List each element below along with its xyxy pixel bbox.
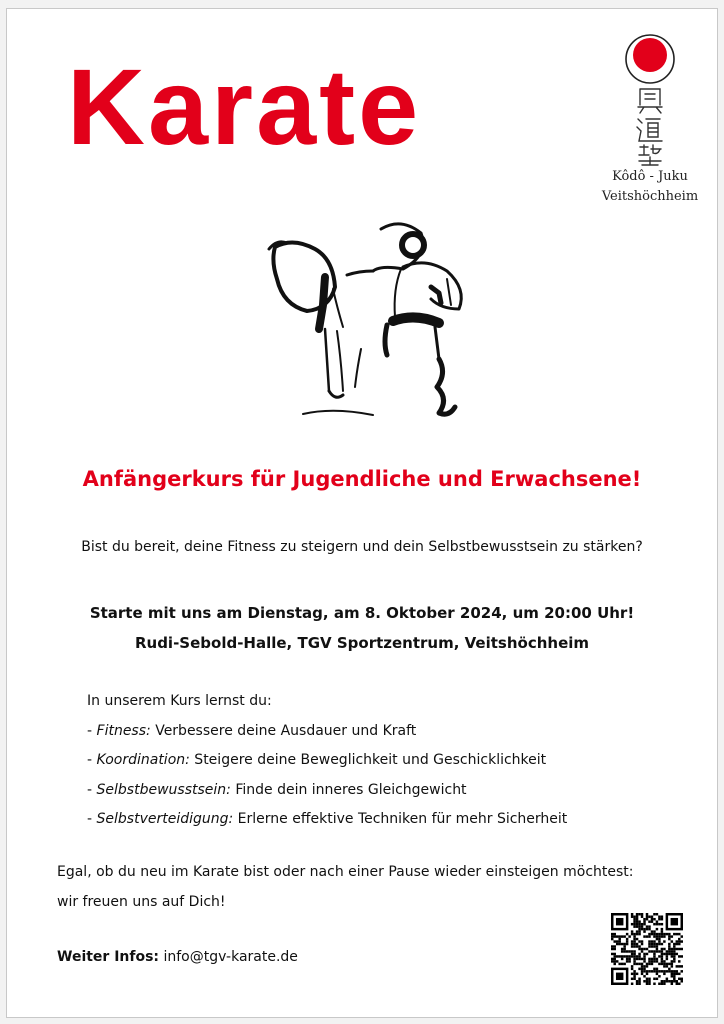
contact-info — [57, 949, 298, 965]
karate-kick-illustration — [263, 209, 483, 424]
list-item: - Selbstverteidigung: Erlerne effektive Techniken für mehr Sicherheit — [87, 811, 568, 827]
list-item-term: Selbstverteidigung: — [96, 811, 234, 827]
course-heading: In unserem Kurs lernst du: — [87, 693, 272, 709]
course-benefits — [87, 687, 567, 835]
intro-text: Bist du bereit, deine Fitness zu steigern und dein Selbstbewusstsein zu stärken? — [81, 539, 643, 555]
course-headline: Anfängerkurs für Jugendliche und Erwachsene! — [82, 467, 642, 491]
poster-page — [6, 8, 718, 1018]
closing-text — [57, 857, 634, 917]
logo-town: Veitshöchheim — [601, 189, 699, 204]
logo-name: Kôdô - Juku — [612, 169, 688, 184]
list-item-term: Koordination: — [96, 752, 190, 768]
list-item: - Koordination: Steigere deine Beweglichkeit und Geschicklichkeit — [87, 752, 547, 768]
list-item-term: Fitness: — [96, 722, 151, 739]
poster-title: Karate — [67, 46, 422, 167]
list-item: - Fitness: Verbessere deine Ausdauer und Kraft — [87, 722, 417, 739]
date-line: Starte mit uns am Dienstag, am 8. Oktober 2024, um 20:00 Uhr! — [89, 604, 635, 622]
list-item-term: Selbstbewusstsein: — [96, 781, 231, 798]
location-line: Rudi-Sebold-Halle, TGV Sportzentrum, Veitshöchheim — [134, 634, 590, 652]
list-item: - Selbstbewusstsein: Finde dein inneres Gleichgewicht — [87, 781, 467, 798]
calligraphy-icon — [630, 85, 670, 167]
qr-code-icon[interactable] — [611, 913, 683, 985]
contact-email[interactable]: info@tgv-karate.de — [163, 949, 298, 965]
list-item-text: Steigere deine Beweglichkeit und Geschicklichkeit — [189, 752, 547, 768]
closing-line-2: wir freuen uns auf Dich! — [57, 894, 226, 910]
closing-line-1: Egal, ob du neu im Karate bist oder nach einer Pause wieder einsteigen möchtest: — [57, 864, 634, 880]
list-item-text: Verbessere deine Ausdauer und Kraft — [150, 722, 417, 739]
dojo-logo — [595, 33, 705, 207]
hinomaru-circle-icon — [624, 33, 676, 85]
contact-label: Weiter Infos: — [57, 949, 160, 965]
list-item-text: Finde dein inneres Gleichgewicht — [230, 781, 467, 798]
list-item-text: Erlerne effektive Techniken für mehr Sicherheit — [233, 811, 568, 827]
